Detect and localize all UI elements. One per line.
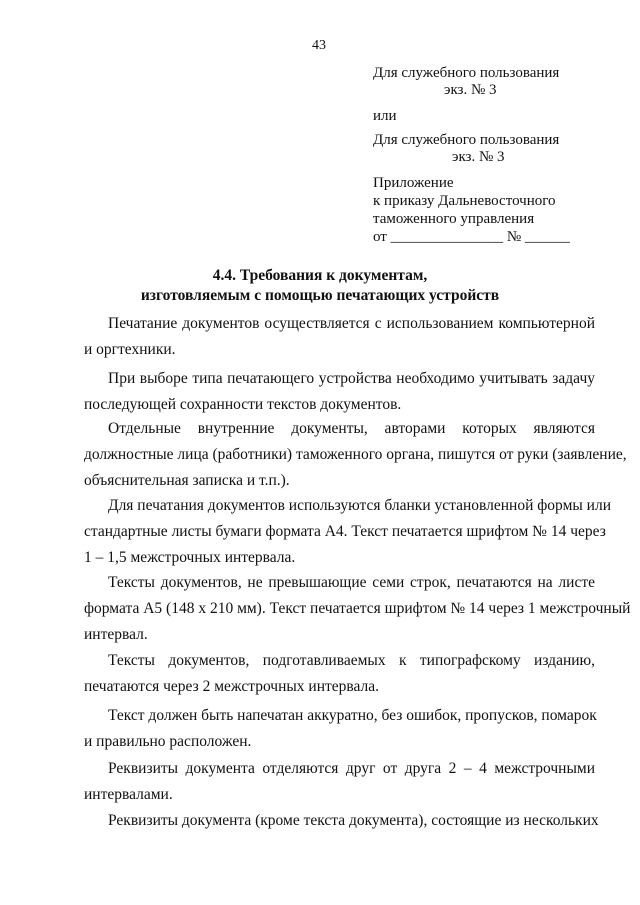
paragraph-line: Реквизиты документа отделяются друг от друга 2 – 4 межстрочными bbox=[108, 760, 595, 777]
paragraph bbox=[84, 808, 599, 834]
paragraph-line: последующей сохранности текстов документов. bbox=[84, 396, 402, 413]
paragraph-line: и оргтехники. bbox=[84, 341, 176, 358]
paragraph-line: При выборе типа печатающего устройства необходимо учитывать задачу bbox=[108, 370, 595, 387]
paragraph bbox=[84, 493, 611, 571]
paragraph-line: и правильно расположен. bbox=[84, 733, 252, 750]
section-title-line-2: изготовляемым с помощью печатающих устройств bbox=[140, 287, 500, 304]
paragraph bbox=[84, 416, 627, 494]
or-label: или bbox=[373, 108, 397, 124]
appendix-label: Приложение bbox=[373, 175, 454, 191]
paragraph-line: интервал. bbox=[84, 626, 148, 643]
page-number: 43 bbox=[312, 38, 326, 53]
appendix-date-number: от _______________ № ______ bbox=[373, 229, 570, 245]
paragraph-line: печатаются через 2 межстрочных интервала. bbox=[84, 678, 380, 695]
appendix-department: таможенного управления bbox=[373, 211, 535, 227]
paragraph-line: Текст должен быть напечатан аккуратно, без ошибок, пропусков, помарок bbox=[108, 707, 597, 724]
paragraph-line: стандартные листы бумаги формата А4. Текст печатается шрифтом № 14 через bbox=[84, 523, 606, 540]
paragraph bbox=[84, 311, 595, 363]
restricted-label-1: Для служебного пользования bbox=[373, 65, 560, 81]
paragraph-line: интервалами. bbox=[84, 786, 173, 803]
paragraph bbox=[84, 703, 595, 755]
restricted-label-2: Для служебного пользования bbox=[373, 132, 560, 148]
paragraph-line: 1 – 1,5 межстрочных интервала. bbox=[84, 549, 296, 566]
copy-number-2: экз. № 3 bbox=[452, 149, 505, 165]
paragraph-line: формата А5 (148 х 210 мм). Текст печатается шрифтом № 14 через 1 межстрочный bbox=[84, 600, 631, 617]
paragraph-line: Для печатания документов используются бланки установленной формы или bbox=[108, 497, 611, 514]
paragraph-line: Реквизиты документа (кроме текста документа), состоящие из нескольких bbox=[108, 812, 599, 829]
paragraph bbox=[84, 570, 631, 648]
paragraph bbox=[84, 756, 595, 808]
paragraph-line: Тексты документов, не превышающие семи строк, печатаются на листе bbox=[108, 574, 595, 591]
appendix-order: к приказу Дальневосточного bbox=[373, 193, 556, 209]
paragraph bbox=[84, 648, 595, 700]
paragraph-line: Печатание документов осуществляется с использованием компьютерной bbox=[108, 315, 595, 332]
paragraph bbox=[84, 366, 595, 418]
section-title-line-1: 4.4. Требования к документам, bbox=[212, 267, 428, 284]
paragraph-line: объяснительная записка и т.п.). bbox=[84, 472, 290, 489]
copy-number-1: экз. № 3 bbox=[444, 82, 497, 98]
paragraph-line: должностные лица (работники) таможенного органа, пишутся от руки (заявление, bbox=[84, 446, 627, 463]
paragraph-line: Отдельные внутренние документы, авторами которых являются bbox=[108, 420, 595, 437]
paragraph-line: Тексты документов, подготавливаемых к типографскому изданию, bbox=[108, 652, 595, 669]
